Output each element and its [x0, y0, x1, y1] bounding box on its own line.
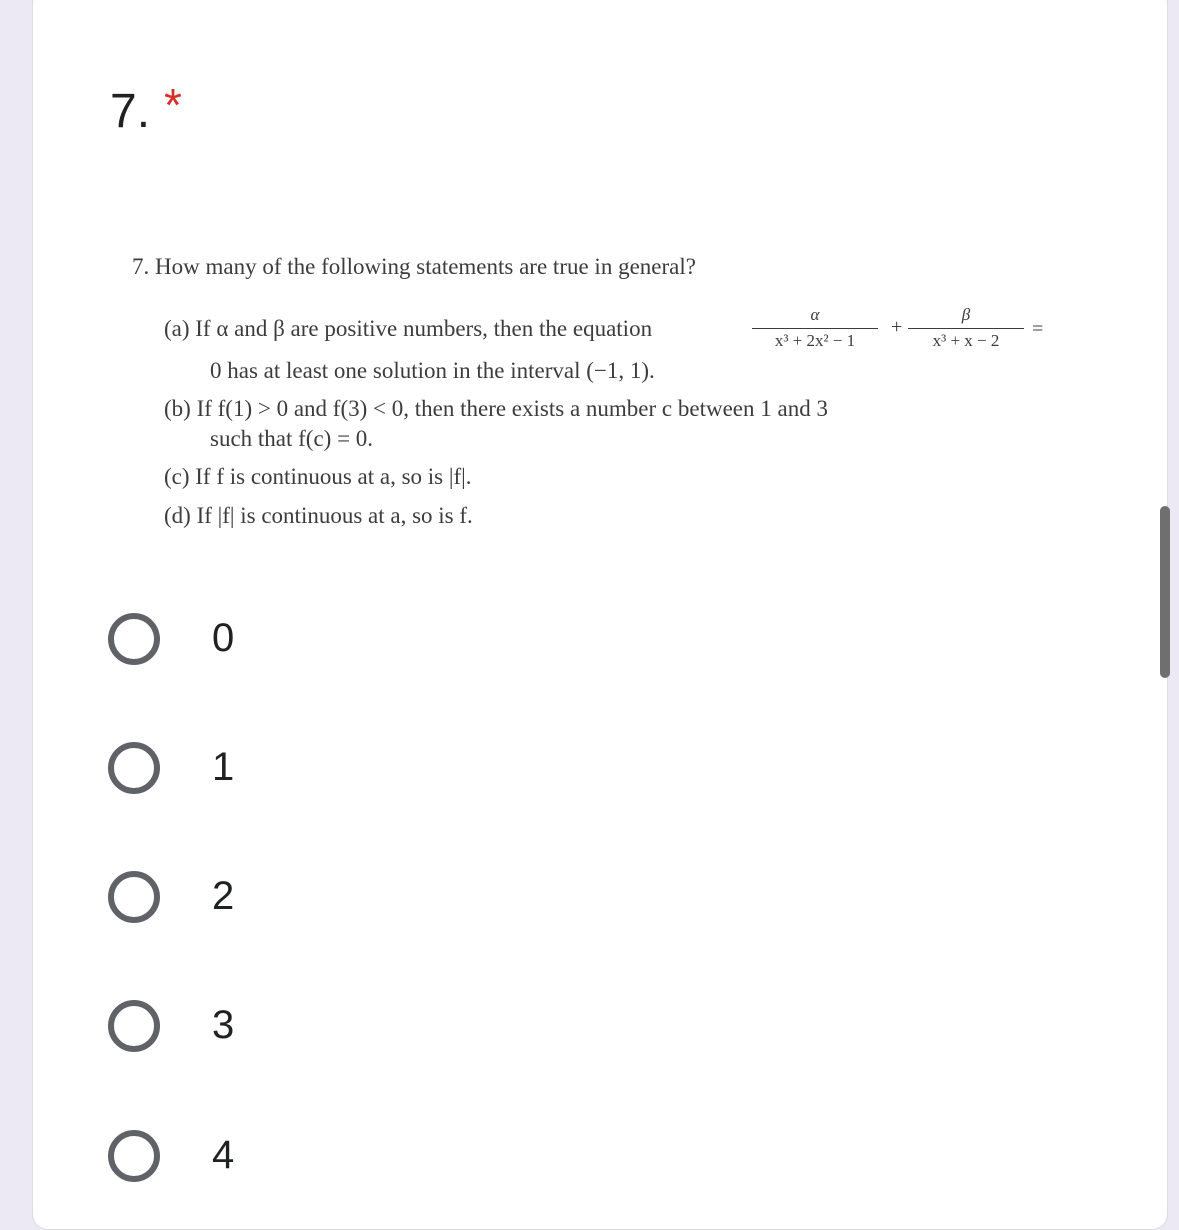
problem-prompt: 7. How many of the following statements are true in general?: [132, 254, 696, 279]
option-2[interactable]: [108, 868, 708, 938]
fraction-beta: [908, 305, 1024, 351]
statement-a-line2: 0 has at least one solution in the interval (−1, 1).: [210, 358, 655, 383]
fraction-alpha-denominator: x³ + 2x² − 1: [774, 331, 856, 350]
option-label: 2: [212, 874, 235, 918]
option-label: 0: [212, 616, 235, 660]
statement-a-line1: (a) If α and β are positive numbers, then the equation: [164, 316, 653, 341]
plus-sign: +: [891, 316, 903, 338]
fraction-alpha: [752, 305, 878, 351]
option-0[interactable]: [108, 610, 708, 680]
option-4[interactable]: [108, 1127, 708, 1197]
fraction-beta-denominator: x³ + x − 2: [932, 331, 1000, 350]
equals-sign: =: [1032, 318, 1044, 340]
option-label: 1: [212, 745, 235, 789]
statement-c: (c) If f is continuous at a, so is |f|.: [164, 464, 472, 489]
option-label: 3: [212, 1003, 235, 1047]
required-asterisk: *: [164, 79, 182, 131]
option-1[interactable]: [108, 739, 708, 809]
option-label: 4: [212, 1133, 235, 1177]
fraction-beta-numerator: β: [961, 305, 971, 324]
statement-b-line1: (b) If f(1) > 0 and f(3) < 0, then there exists a number c between 1 and 3: [164, 396, 828, 421]
scrollbar[interactable]: [1160, 506, 1170, 678]
radio-button-icon[interactable]: [108, 613, 160, 665]
radio-button-icon[interactable]: [108, 742, 160, 794]
statement-b-line2: such that f(c) = 0.: [210, 426, 374, 451]
question-number: 7.: [110, 85, 151, 138]
radio-button-icon[interactable]: [108, 1130, 160, 1182]
radio-button-icon[interactable]: [108, 871, 160, 923]
radio-button-icon[interactable]: [108, 1000, 160, 1052]
option-3[interactable]: [108, 997, 708, 1067]
question-header: [110, 79, 182, 139]
fraction-alpha-numerator: α: [810, 305, 820, 324]
statement-d: (d) If |f| is continuous at a, so is f.: [164, 503, 473, 528]
